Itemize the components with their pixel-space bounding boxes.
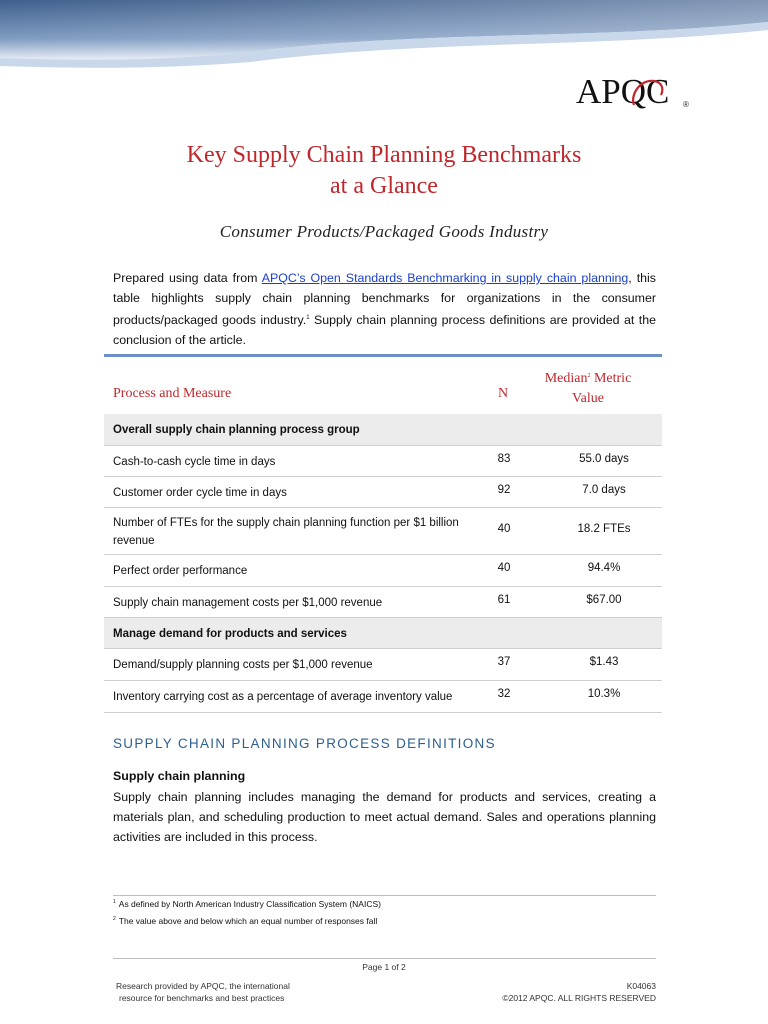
definition-term: Supply chain planning (113, 769, 246, 783)
intro-middle: , this table highlights supply chain planning benchmarks for organizations in the consumer products/packaged goods industry. (113, 271, 656, 327)
column-header-median-value: Median$^2$ Metric Value (544, 371, 632, 406)
table-row: Cash-to-cash cycle time in days 83 55.0 days (104, 446, 662, 477)
table-row: Customer order cycle time in days 92 7.0 days (104, 477, 662, 508)
logo-text: APQC (576, 72, 670, 111)
header-wave-band (0, 0, 768, 70)
logo-swirl-icon (628, 75, 668, 111)
page-subtitle: Consumer Products/Packaged Goods Industry (219, 222, 549, 241)
page-title (104, 140, 664, 202)
footnote-2: $^2$ The value above and below which an equal number of responses fall (113, 916, 378, 926)
column-header-n: N (498, 386, 509, 401)
footnote-1: $^1$ As defined by North American Industry Classification System (NAICS) (113, 899, 381, 909)
benchmarking-link[interactable]: APQC’s Open Standards Benchmarking in supply chain planning (261, 271, 629, 285)
table-row: Demand/supply planning costs per $1,000 revenue 37 $1.43 (104, 649, 662, 681)
table-row-group: Overall supply chain planning process group (104, 414, 662, 446)
table-row: Perfect order performance 40 94.4% (104, 555, 662, 587)
apqc-logo (576, 72, 696, 112)
page-title-line-1: Key Supply Chain Planning Benchmarks (186, 142, 582, 168)
page-title-line-2: at a Glance (330, 173, 438, 199)
page-number: Page 1 of 2 (362, 962, 406, 972)
definitions-heading: SUPPLY CHAIN PLANNING PROCESS DEFINITIONS (113, 736, 496, 751)
footnote-ref-1: 1 (306, 315, 310, 321)
copyright-text: ©2012 APQC. ALL RIGHTS RESERVED (502, 993, 656, 1003)
footer-credit: Research provided by APQC, the international resource for benchmarks and best practices (116, 981, 290, 1003)
table-row: Inventory carrying cost as a percentage of average inventory value 32 10.3% (104, 681, 662, 713)
definition-body: Supply chain planning includes managing the demand for products and services, creating a materials plan, and scheduling production to meet actual demand. Sales and operations planning activities are included in this process. (113, 790, 656, 844)
registered-mark: ® (683, 100, 689, 109)
footnote-rule (113, 895, 656, 896)
intro-prefix: Prepared using data from (113, 271, 262, 285)
document-code: K04063 (626, 981, 656, 991)
table-row-group: Manage demand for products and services (104, 618, 662, 649)
intro-suffix: Supply chain planning process definitions are provided at the conclusion of the article. (113, 313, 656, 347)
column-header-measure: Process and Measure (113, 386, 232, 401)
footer-rule (113, 958, 656, 959)
intro-paragraph (113, 268, 656, 350)
table-row: Supply chain management costs per $1,000 revenue 61 $67.00 (104, 587, 662, 618)
table-top-rule (104, 354, 662, 357)
table-row: Number of FTEs for the supply chain planning function per $1 billion revenue 40 18.2 FTEs (104, 508, 662, 555)
footer-copyright (502, 980, 656, 1004)
